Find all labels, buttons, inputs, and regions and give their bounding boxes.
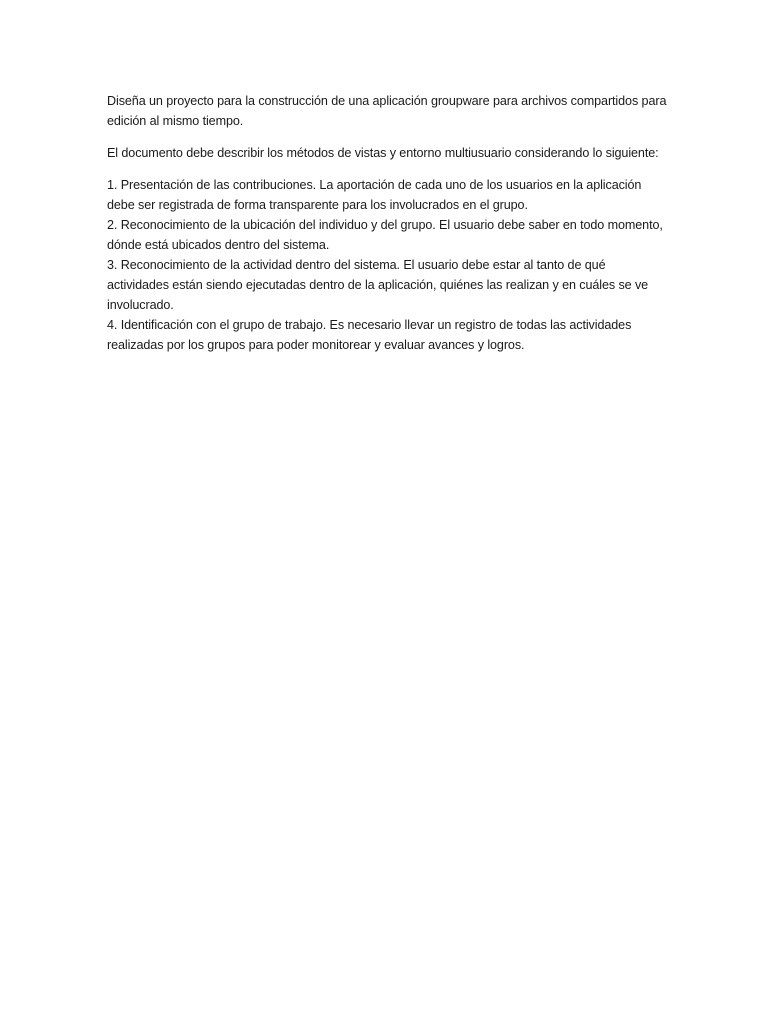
list-item xyxy=(107,315,667,355)
list-item xyxy=(107,255,667,315)
list-item-text: Presentación de las contribuciones. La aportación de cada uno de los usuarios en la aplicación debe ser registrada de forma transparente para los involucrados en el grupo. xyxy=(107,178,642,212)
list-item xyxy=(107,175,667,215)
requirements-list xyxy=(107,175,667,355)
list-item-text: Identificación con el grupo de trabajo. Es necesario llevar un registro de todas las actividades realizadas por los grupos para poder monitorear y evaluar avances y logros. xyxy=(107,318,632,352)
description-paragraph: El documento debe describir los métodos de vistas y entorno multiusuario considerando lo siguiente: xyxy=(107,146,659,160)
list-item-number: 2. xyxy=(107,218,118,232)
list-item-text: Reconocimiento de la ubicación del individuo y del grupo. El usuario debe saber en todo momento, dónde está ubicados dentro del sistema. xyxy=(107,218,663,252)
document-body xyxy=(107,91,667,355)
list-item-number: 4. xyxy=(107,318,118,332)
list-item-number: 1. xyxy=(107,178,118,192)
list-item-number: 3. xyxy=(107,258,118,272)
list-item xyxy=(107,215,667,255)
intro-paragraph: Diseña un proyecto para la construcción de una aplicación groupware para archivos compartidos para edición al mismo tiempo. xyxy=(107,94,667,128)
list-item-text: Reconocimiento de la actividad dentro del sistema. El usuario debe estar al tanto de qué actividades están siendo ejecutadas dentro de la aplicación, quiénes las realizan y en cuáles se ve involucrado. xyxy=(107,258,649,312)
